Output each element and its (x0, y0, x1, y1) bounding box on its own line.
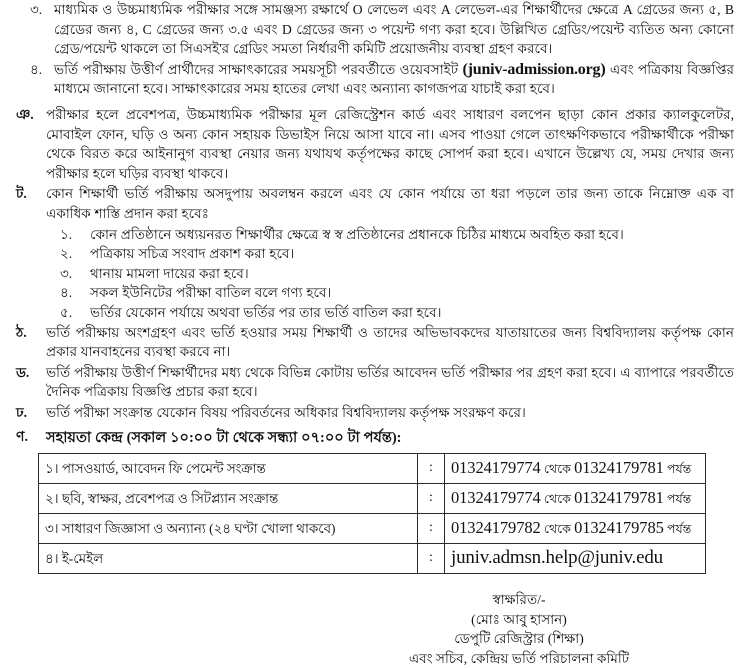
sub-list-marker: ২. (60, 246, 73, 262)
helpdesk-contacts-table (38, 453, 706, 574)
list-item (0, 105, 750, 183)
list-text: ভর্তি পরীক্ষায় অংশগ্রহণ এবং ভর্তি হওয়ার সময় শিক্ষার্থী ও তাদের অভিভাবকদের যাতায়াতের জন্য বিশ্ববিদ্যালয় কর্তৃপক্ষ কোন প্রকার যানবাহনের ব্যবস্থা করবে না। (46, 324, 734, 360)
list-item (0, 0, 750, 59)
phone-separator: থেকে (543, 461, 571, 476)
admission-website-url[interactable]: (juniv-admission.org) (462, 60, 606, 78)
phone-to[interactable]: 01324179785 (574, 517, 664, 537)
sub-list-text: থানায় মামলা দায়ের করা হবে। (90, 265, 249, 281)
list-text: কোন শিক্ষার্থী ভর্তি পরীক্ষায় অসদুপায় অবলম্বন করলে এবং যে কোন পর্যায়ে তা ধরা পড়লে তার জন্য তাকে নিম্নোক্ত এক বা একাধিক শাস্তি প্রদান করা হবেঃ (46, 186, 734, 221)
sub-list-item (0, 283, 750, 303)
table-row (39, 454, 706, 484)
list-text: ভর্তি পরীক্ষায় উত্তীর্ণ শিক্ষার্থীদের মধ্য থেকে বিভিন্ন কোটায় ভর্তির আবেদন ভর্তি পরীক্ষার পর গ্রহণ করা হবে। এ ব্যাপারে পরবর্তীতে দৈনিক পত্রিকায় বিজ্ঞপ্তি প্রচার করা হবে। (46, 364, 734, 400)
signature-inner (409, 590, 629, 668)
list-marker: ঞ. (16, 106, 34, 122)
contact-label: ৪। ই-মেইল (39, 544, 418, 574)
text-before-url: ভর্তি পরীক্ষায় উত্তীর্ণ প্রার্থীদের সাক্ষাৎকারের সময়সূচী পরবর্তীতে ওয়েবসাইট (54, 61, 463, 77)
phone-suffix: পর্যন্ত (667, 521, 692, 536)
helpdesk-table-wrapper (38, 453, 706, 574)
contact-colon: : (418, 484, 445, 514)
list-marker: ণ. (16, 430, 28, 446)
list-marker: ট. (16, 186, 27, 202)
sub-list-marker: ৩. (60, 265, 73, 281)
contact-colon: : (418, 544, 445, 574)
list-marker: ড. (16, 364, 30, 380)
phone-from[interactable]: 01324179774 (451, 487, 541, 507)
contact-colon: : (418, 514, 445, 544)
helpdesk-heading-row (0, 428, 750, 448)
contact-value (445, 484, 706, 514)
table-row (39, 484, 706, 514)
sub-list-item (0, 303, 750, 323)
table-row (39, 514, 706, 544)
sub-list-item (0, 264, 750, 284)
sub-list-item (0, 225, 750, 245)
signature-name: (মোঃ আবু হাসান) (471, 611, 567, 627)
list-text (54, 60, 734, 99)
list-marker: ঢ. (16, 404, 28, 420)
contact-label: ৩। সাধারণ জিজ্ঞাসা ও অন্যান্য (২৪ ঘণ্টা খোলা থাকবে) (39, 514, 418, 544)
contact-colon: : (418, 454, 445, 484)
list-marker: ৩. (30, 2, 43, 17)
contact-value (445, 544, 706, 574)
text-after-url: এবং পত্রিকায় বিজ্ঞপ্তির মাধ্যমে জানানো হবে। সাক্ষাৎকারের সময় হাতের লেখা এবং অন্যান্য কাগজপত্র যাচাই করা হবে। (54, 61, 734, 97)
helpdesk-heading: সহায়তা কেন্দ্র (সকাল ১০:০০ টা থেকে সন্ধ্যা ০৭:০০ টা পর্যন্ত): (46, 430, 402, 447)
list-item (0, 323, 750, 362)
signature-signed-label: স্বাক্ষরিত/- (492, 592, 546, 608)
list-text: মাধ্যমিক ও উচ্চমাধ্যমিক পরীক্ষার সঙ্গে সামঞ্জস্য রক্ষার্থে O লেভেল এবং A লেভেল-এর শিক্ষার্থীদের ক্ষেত্রে A গ্রেডের জন্য ৫, B গ্রেডের জন্য ৪, C গ্রেডের জন্য ৩.৫ এবং D গ্রেডের জন্য ৩ পয়েন্ট গণ্য করা হবে। উল্লিখিত গ্রেডিং/পয়েন্ট ব্যতিত অন্য কোনো গ্রেড/পয়েন্ট থাকলে তা সিএসই'র গ্রেডিং সমতা নির্ধারণী কমিটি প্রয়োজনীয় ব্যবস্থা গ্রহণ করবে। (54, 2, 734, 57)
phone-from[interactable]: 01324179782 (451, 517, 541, 537)
contact-value (445, 514, 706, 544)
contact-label: ১। পাসওয়ার্ড, আবেদন ফি পেমেন্ট সংক্রান্ত (39, 454, 418, 484)
list-item (0, 184, 750, 223)
sub-list-marker: ৪. (60, 285, 73, 301)
phone-to[interactable]: 01324179781 (574, 457, 664, 477)
list-item (0, 60, 750, 99)
sub-list-text: সকল ইউনিটের পরীক্ষা বাতিল বলে গণ্য হবে। (90, 285, 332, 301)
signature-designation: ডেপুটি রেজিস্ট্রার (শিক্ষা) (454, 631, 584, 647)
phone-to[interactable]: 01324179781 (574, 487, 664, 507)
list-marker: ঠ. (16, 324, 27, 340)
list-text: ভর্তি পরীক্ষা সংক্রান্ত যেকোন বিষয় পরিবর্তনের অধিকার বিশ্ববিদ্যালয় কর্তৃপক্ষ সংরক্ষণ করে। (46, 404, 526, 420)
support-email[interactable]: juniv.admsn.help@juniv.edu (451, 547, 663, 569)
list-item (0, 363, 750, 402)
table-row (39, 544, 706, 574)
phone-separator: থেকে (543, 491, 571, 506)
phone-suffix: পর্যন্ত (667, 461, 692, 476)
sub-list-text: কোন প্রতিষ্ঠানে অধ্যয়নরত শিক্ষার্থীর ক্ষেত্রে স্ব স্ব প্রতিষ্ঠানের প্রধানকে চিঠির মাধ্যমে অবহিত করা হবে। (90, 226, 624, 242)
list-text: পরীক্ষার হলে প্রবেশপত্র, উচ্চমাধ্যমিক পরীক্ষার মূল রেজিস্ট্রেশন কার্ড এবং সাধারণ বলপেন ছাড়া কোন প্রকার ক্যালকুলেটর, মোবাইল ফোন, ঘড়ি ও অন্য কোন সহায়ক ডিভাইস নিয়ে আসা যাবে না। এসব পাওয়া গেলে তাৎক্ষণিকভাবে পরীক্ষার্থীকে পরীক্ষা থেকে বিরত করে আইনানুগ ব্যবস্থা নেয়ার জন্য যথাযথ কর্তৃপক্ষের কাছে সোপর্দ করা হবে। এখানে উল্লেখ্য যে, সময় দেখার জন্য পরীক্ষার হলে ঘড়ির ব্যবস্থা থাকবে। (46, 106, 734, 181)
sub-list-marker: ৫. (60, 304, 73, 320)
signature-committee-role: এবং সচিব, কেন্দ্রিয় ভর্তি পরিচালনা কমিটি (408, 650, 630, 666)
phone-suffix: পর্যন্ত (667, 491, 692, 506)
phone-from[interactable]: 01324179774 (451, 457, 541, 477)
sub-list-text: ভর্তির যেকোন পর্যায়ে অথবা ভর্তির পর তার ভর্তি বাতিল করা হবে। (90, 304, 442, 320)
list-item (0, 403, 750, 423)
contact-label: ২। ছবি, স্বাক্ষর, প্রবেশপত্র ও সিটপ্ল্যান সংক্রান্ত (39, 484, 418, 514)
contact-value (445, 454, 706, 484)
sub-list-text: পত্রিকায় সচিত্র সংবাদ প্রকাশ করা হবে। (90, 246, 295, 262)
sub-list-marker: ১. (60, 226, 73, 242)
sub-list-item (0, 244, 750, 264)
list-marker: ৪. (30, 61, 43, 77)
signature-block (0, 590, 750, 668)
phone-separator: থেকে (543, 521, 571, 536)
